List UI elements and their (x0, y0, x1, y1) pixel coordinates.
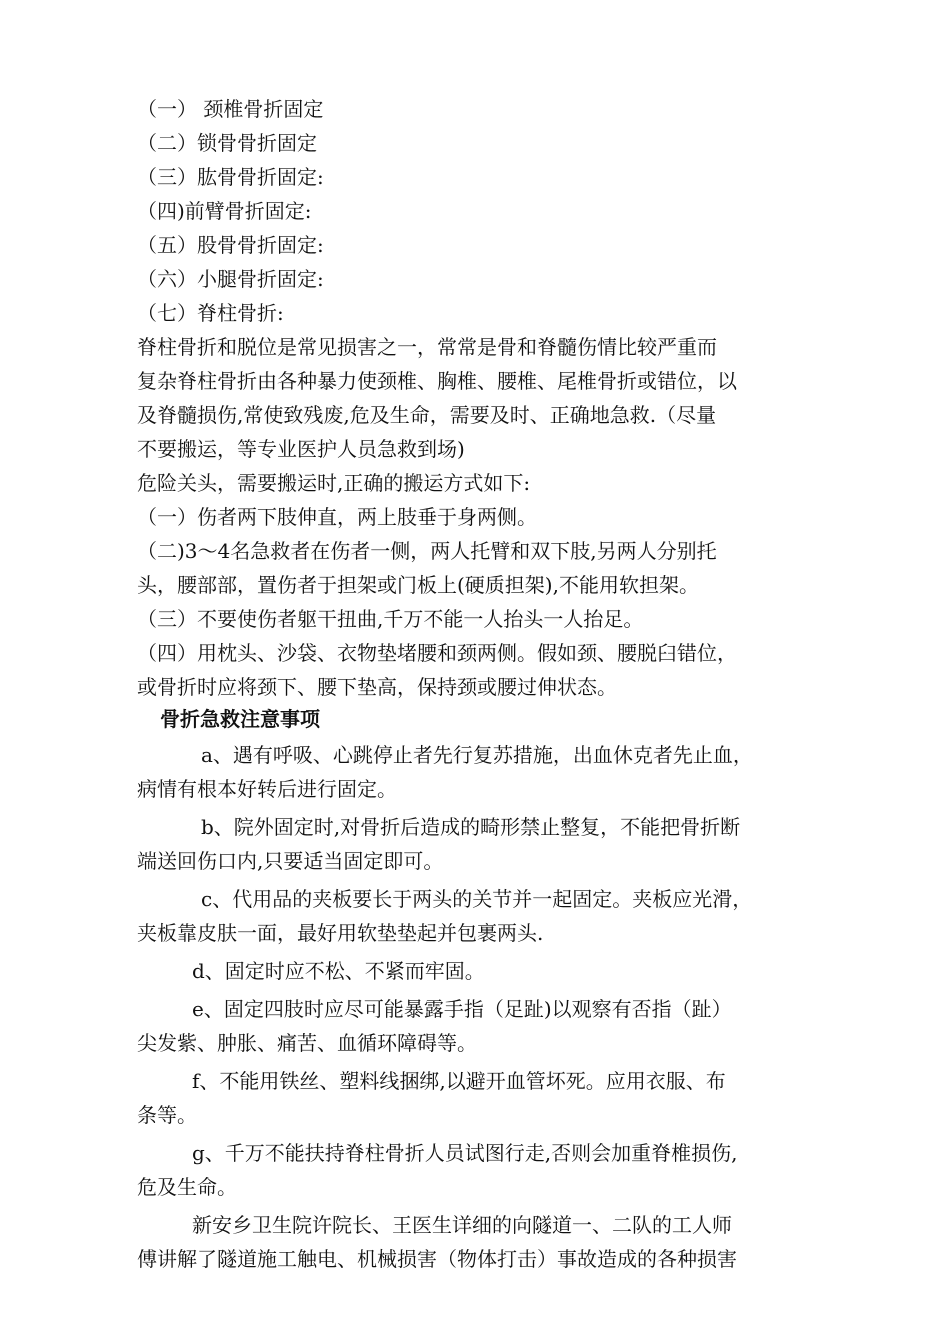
fixation-item: （五）股骨骨折固定: (137, 233, 324, 257)
note-line: c、代用品的夹板要长于两头的关节并一起固定。夹板应光滑， (201, 887, 753, 911)
note-line: b、院外固定时,对骨折后造成的畸形禁止整复，不能把骨折断 (201, 815, 741, 839)
fixation-item: （二）锁骨骨折固定 (137, 131, 317, 155)
note-line: f、不能用铁丝、塑料线捆绑,以避开血管坏死。应用衣服、布 (192, 1069, 726, 1093)
fixation-item: （四)前臂骨折固定: (137, 199, 312, 223)
notes-heading: 骨折急救注意事项 (160, 707, 320, 731)
closing-paragraph-line: 新安乡卫生院许院长、王医生详细的向隧道一、二队的工人师 (192, 1213, 732, 1237)
note-line: d、固定时应不松、不紧而牢固。 (192, 959, 485, 983)
transport-step-line: 头，腰部部，置伤者于担架或门板上(硬质担架),不能用软担架。 (137, 573, 699, 597)
spine-paragraph-line: 脊柱骨折和脱位是常见损害之一，常常是骨和脊髓伤情比较严重而 (137, 335, 717, 359)
spine-paragraph-line: 复杂脊柱骨折由各种暴力使颈椎、胸椎、腰椎、尾椎骨折或错位，以 (137, 369, 737, 393)
closing-paragraph-line: 傅讲解了隧道施工触电、机械损害（物体打击）事故造成的各种损害 (137, 1247, 737, 1271)
transport-step-line: （二)3～4名急救者在伤者一侧，两人托臂和双下肢,另两人分别托 (137, 539, 717, 563)
note-line: 夹板靠皮肤一面，最好用软垫垫起并包裹两头. (137, 921, 544, 945)
note-line: 病情有根本好转后进行固定。 (137, 777, 397, 801)
note-line: g、千万不能扶持脊柱骨折人员试图行走,否则会加重脊椎损伤, (192, 1141, 738, 1165)
note-line: 条等。 (137, 1103, 197, 1127)
note-line: 尖发紫、肿胀、痛苦、血循环障碍等。 (137, 1031, 477, 1055)
note-line: e、固定四肢时应尽可能暴露手指（足趾)以观察有否指（趾） (192, 997, 732, 1021)
note-line: 危及生命。 (137, 1175, 237, 1199)
spine-paragraph-line: 及脊髓损伤,常使致残废,危及生命，需要及时、正确地急救.（尽量 (137, 403, 717, 427)
note-line: a、遇有呼吸、心跳停止者先行复苏措施，出血休克者先止血， (201, 743, 753, 767)
fixation-item: （三）肱骨骨折固定: (137, 165, 324, 189)
transport-step-line: 或骨折时应将颈下、腰下垫高，保持颈或腰过伸状态。 (137, 675, 617, 699)
transport-step-line: （一）伤者两下肢伸直，两上肢垂于身两侧。 (137, 505, 537, 529)
fixation-item: （六）小腿骨折固定: (137, 267, 324, 291)
transport-step-line: （四）用枕头、沙袋、衣物垫堵腰和颈两侧。假如颈、腰脱臼错位， (137, 641, 737, 665)
fixation-item: （一） 颈椎骨折固定 (137, 97, 324, 121)
note-line: 端送回伤口内,只要适当固定即可。 (137, 849, 444, 873)
transport-intro: 危险关头，需要搬运时,正确的搬运方式如下: (137, 471, 531, 495)
transport-step-line: （三）不要使伤者躯干扭曲,千万不能一人抬头一人抬足。 (137, 607, 644, 631)
spine-paragraph-line: 不要搬运，等专业医护人员急救到场) (137, 437, 465, 461)
fixation-item: （七）脊柱骨折: (137, 301, 284, 325)
